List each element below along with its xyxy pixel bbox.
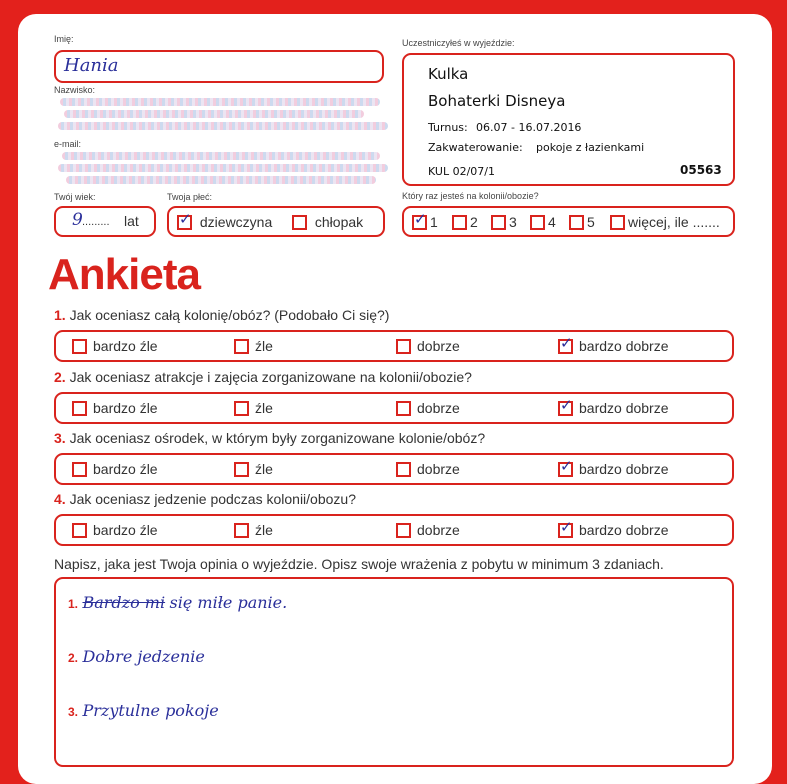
age-field[interactable]	[54, 206, 156, 237]
opinion-line-2: 2. Dobre jedzenie	[68, 647, 205, 666]
rating-row-2	[54, 392, 734, 424]
times-option-1[interactable]: ✓ 1	[414, 210, 438, 230]
checkbox[interactable]	[396, 401, 411, 416]
checkbox[interactable]	[558, 518, 573, 538]
times-option-3[interactable]: 3	[491, 214, 517, 230]
camp-info-box	[402, 53, 735, 186]
checkbox[interactable]	[234, 462, 249, 477]
times-option-5[interactable]: 5	[569, 214, 595, 230]
checkbox[interactable]	[558, 334, 573, 354]
gender-label: Twoja płeć:	[167, 192, 213, 202]
camp-theme: Bohaterki Disneya	[428, 92, 566, 110]
times-option-2[interactable]: 2	[452, 214, 478, 230]
rating-option-very-bad[interactable]: bardzo źle	[72, 338, 158, 354]
check-mark-icon: ✓	[414, 210, 427, 228]
rating-option-bad[interactable]: źle	[234, 522, 273, 538]
check-mark-icon: ✓	[560, 396, 573, 414]
age-label: Twój wiek:	[54, 192, 96, 202]
name-value: Hania	[64, 55, 119, 76]
checkbox[interactable]	[72, 462, 87, 477]
checkbox[interactable]	[177, 210, 192, 230]
housing-value: pokoje z łazienkami	[536, 141, 645, 154]
age-dots: .........	[82, 216, 110, 228]
housing-label: Zakwaterowanie:	[428, 141, 523, 154]
rating-option-good[interactable]: dobrze	[396, 522, 460, 538]
email-label: e-mail:	[54, 139, 82, 149]
camp-name: Kulka	[428, 65, 469, 83]
checkbox[interactable]	[292, 215, 307, 230]
question-text: Jak oceniasz jedzenie podczas kolonii/obozu?	[69, 491, 356, 507]
opinion-prompt: Napisz, jaka jest Twoja opinia o wyjeździe. Opisz swoje wrażenia z pobytu w minimum 3 zdaniach.	[54, 556, 664, 572]
rating-option-good[interactable]: dobrze	[396, 461, 460, 477]
times-option-4[interactable]: 4	[530, 214, 556, 230]
gender-option-label: dziewczyna	[199, 214, 273, 230]
camp-code: KUL 02/07/1	[428, 165, 495, 178]
checkbox[interactable]	[610, 215, 625, 230]
checkbox[interactable]	[72, 401, 87, 416]
rating-row-3	[54, 453, 734, 485]
turnus-label: Turnus:	[428, 121, 468, 134]
question-3	[54, 430, 485, 446]
checkbox[interactable]	[452, 215, 467, 230]
checkbox[interactable]	[491, 215, 506, 230]
check-mark-icon: ✓	[560, 518, 573, 536]
checkbox[interactable]	[558, 457, 573, 477]
redacted-personal-data	[54, 98, 390, 188]
checkbox[interactable]	[234, 523, 249, 538]
rating-option-good[interactable]: dobrze	[396, 400, 460, 416]
rating-row-4	[54, 514, 734, 546]
question-2	[54, 369, 472, 385]
checkbox[interactable]	[396, 523, 411, 538]
gender-option-girl[interactable]	[177, 210, 273, 230]
rating-row-1	[54, 330, 734, 362]
opinion-textarea[interactable]	[54, 577, 734, 767]
survey-sheet	[18, 14, 772, 784]
age-unit: lat	[124, 213, 139, 229]
checkbox[interactable]	[569, 215, 584, 230]
opinion-text: się miłe panie.	[169, 593, 288, 612]
checkbox[interactable]	[558, 396, 573, 416]
name-label: Imię:	[54, 34, 74, 44]
gender-option-boy[interactable]	[292, 214, 363, 230]
rating-option-very-bad[interactable]: bardzo źle	[72, 461, 158, 477]
rating-option-bad[interactable]: źle	[234, 461, 273, 477]
checkbox[interactable]	[72, 523, 87, 538]
surname-label: Nazwisko:	[54, 85, 96, 95]
rating-option-very-good[interactable]: ✓ bardzo dobrze	[560, 396, 669, 416]
strikethrough-text: Bardzo mi	[82, 593, 166, 612]
rating-option-very-good[interactable]: ✓ bardzo dobrze	[560, 334, 669, 354]
gender-field	[167, 206, 385, 237]
checkbox[interactable]	[530, 215, 545, 230]
opinion-text: Przytulne pokoje	[82, 701, 219, 720]
opinion-line-3: 3. Przytulne pokoje	[68, 701, 219, 720]
rating-option-good[interactable]: dobrze	[396, 338, 460, 354]
camp-label: Uczestniczyłeś w wyjeździe:	[402, 38, 515, 48]
check-mark-icon: ✓	[560, 457, 573, 475]
rating-option-bad[interactable]: źle	[234, 338, 273, 354]
question-number: 4.	[54, 491, 66, 507]
rating-option-bad[interactable]: źle	[234, 400, 273, 416]
check-mark-icon: ✓	[560, 334, 573, 352]
rating-option-very-bad[interactable]: bardzo źle	[72, 400, 158, 416]
age-value: 9	[72, 210, 83, 230]
question-text: Jak oceniasz atrakcje i zajęcia zorganizowane na kolonii/obozie?	[69, 369, 472, 385]
question-number: 2.	[54, 369, 66, 385]
times-field	[402, 206, 735, 237]
checkbox[interactable]	[396, 339, 411, 354]
question-text: Jak oceniasz całą kolonię/obóz? (Podobało Ci się?)	[69, 307, 390, 323]
turnus-value: 06.07 - 16.07.2016	[476, 121, 582, 134]
times-label: Który raz jesteś na kolonii/obozie?	[402, 191, 539, 201]
checkbox[interactable]	[72, 339, 87, 354]
checkbox[interactable]	[234, 401, 249, 416]
checkbox[interactable]	[412, 210, 427, 230]
rating-option-very-good[interactable]: ✓ bardzo dobrze	[560, 457, 669, 477]
question-1	[54, 307, 389, 323]
form-number: 05563	[680, 163, 722, 177]
rating-option-very-good[interactable]: ✓ bardzo dobrze	[560, 518, 669, 538]
checkbox[interactable]	[396, 462, 411, 477]
check-mark-icon: ✓	[179, 210, 192, 228]
rating-option-very-bad[interactable]: bardzo źle	[72, 522, 158, 538]
gender-option-label: chłopak	[314, 214, 364, 230]
times-option-more[interactable]: więcej, ile .......	[610, 214, 720, 230]
question-number: 3.	[54, 430, 66, 446]
opinion-text: Dobre jedzenie	[82, 647, 205, 666]
opinion-line-1: 1. Bardzo mi się miłe panie.	[68, 593, 288, 612]
question-text: Jak oceniasz ośrodek, w którym były zorganizowane kolonie/obóz?	[69, 430, 486, 446]
checkbox[interactable]	[234, 339, 249, 354]
page-title: Ankieta	[48, 250, 200, 299]
question-number: 1.	[54, 307, 66, 323]
question-4	[54, 491, 356, 507]
name-field[interactable]	[54, 50, 384, 83]
